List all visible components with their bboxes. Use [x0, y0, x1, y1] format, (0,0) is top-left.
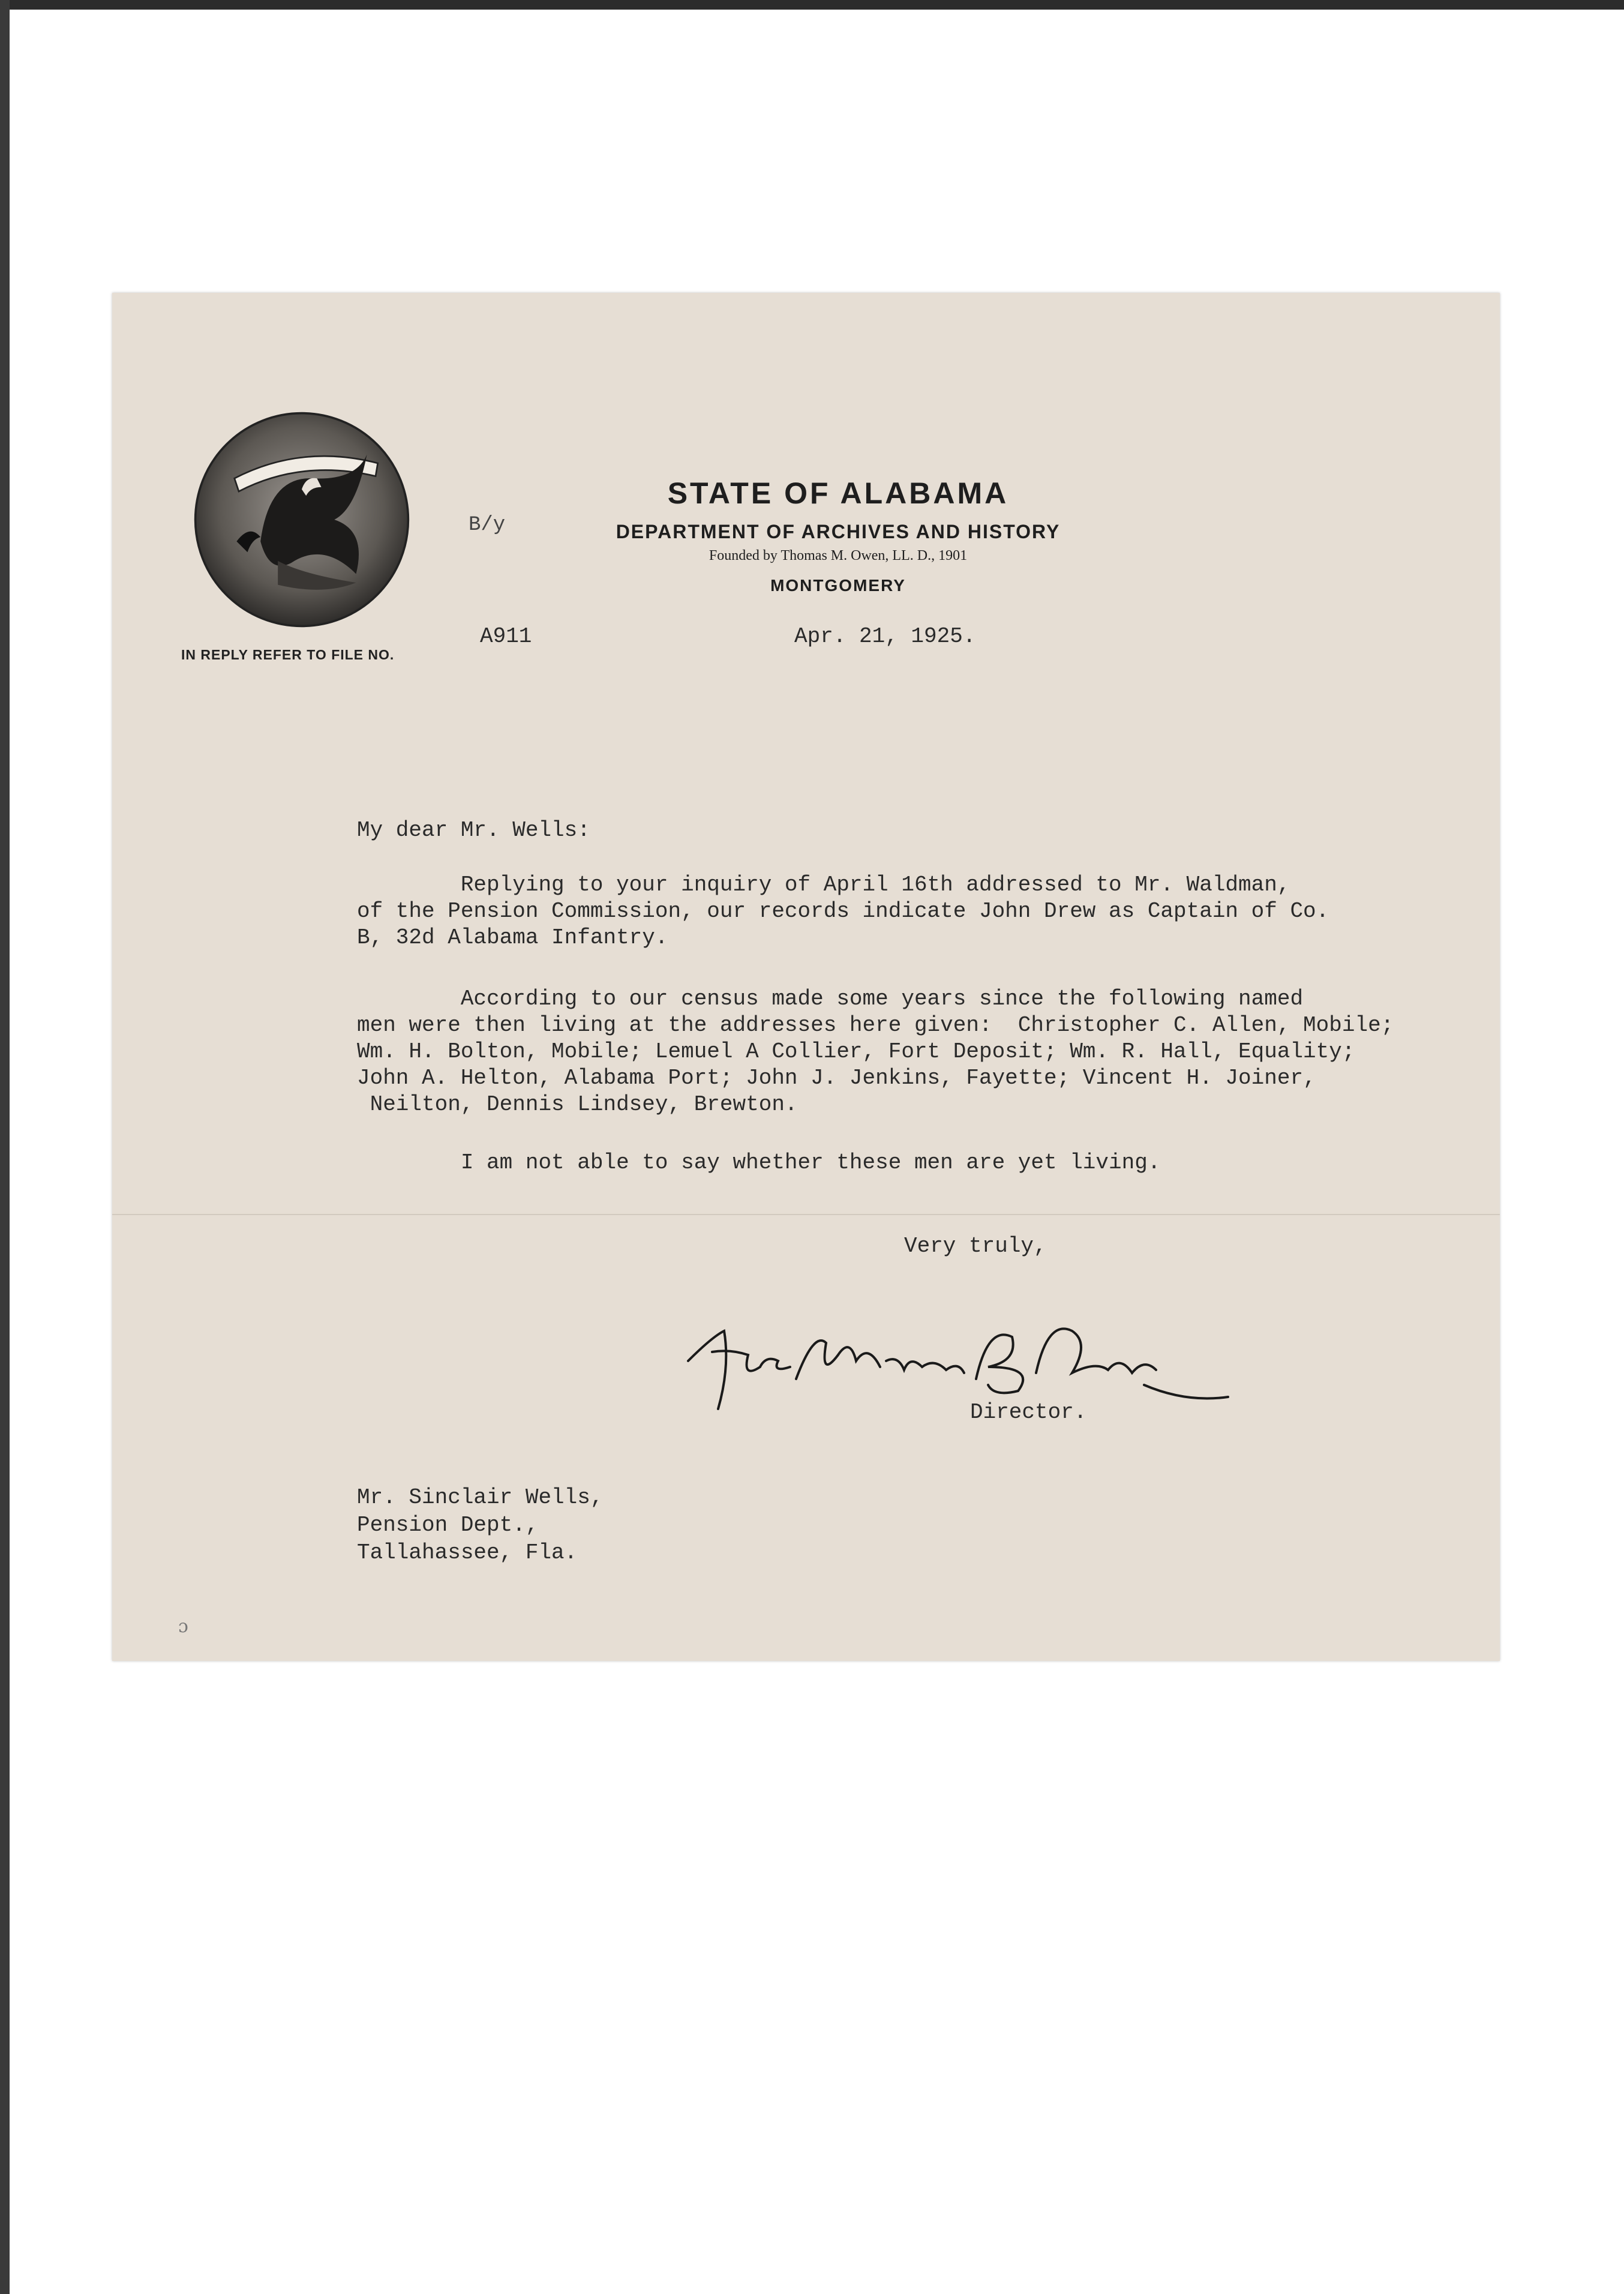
margin-pencil-mark: ɔ: [178, 1616, 188, 1637]
scan-left-edge: [0, 0, 10, 2294]
letterhead-city: MONTGOMERY: [770, 576, 906, 595]
letterhead-department: DEPARTMENT OF ARCHIVES AND HISTORY: [616, 521, 1061, 542]
letter-page: [112, 293, 1500, 1661]
state-seal-logo: [193, 411, 410, 628]
paragraph-inquiry: Replying to your inquiry of April 16th addressed to Mr. Waldman, of the Pension Commission, our records indicate John Drew as Captain of Co. B, 32d Alabama Infantry.: [357, 872, 1329, 950]
reply-reference-label: IN REPLY REFER TO FILE NO.: [181, 647, 395, 662]
scan-top-edge: [0, 0, 1624, 10]
paragraph-census: According to our census made some years since the following named men were then living at the addresses here given: Christopher C. Allen, Mobile; Wm. H. Bolton, Mobile; Lemuel A Collier, Fort Deposit; Wm. R. Hall, Equality; John A. Helton, Alabama Port; John J. Jenkins, Fayette; Vincent H. Joiner, Neilton, Dennis Lindsey, Brewton.: [357, 986, 1394, 1117]
letter-date: Apr. 21, 1925.: [794, 624, 976, 649]
recipient-address: Mr. Sinclair Wells, Pension Dept., Tallahassee, Fla.: [357, 1485, 604, 1565]
letterhead-state: STATE OF ALABAMA: [667, 476, 1009, 510]
salutation: My dear Mr. Wells:: [357, 818, 590, 842]
fold-line: [112, 1214, 1500, 1215]
letterhead-founded: Founded by Thomas M. Owen, LL. D., 1901: [709, 548, 968, 563]
typist-initials: B/y: [469, 514, 506, 536]
closing: Very truly,: [904, 1234, 1047, 1258]
signer-title: Director.: [970, 1400, 1087, 1425]
paragraph-living: I am not able to say whether these men are yet living.: [357, 1150, 1161, 1175]
file-number: A911: [480, 624, 532, 649]
